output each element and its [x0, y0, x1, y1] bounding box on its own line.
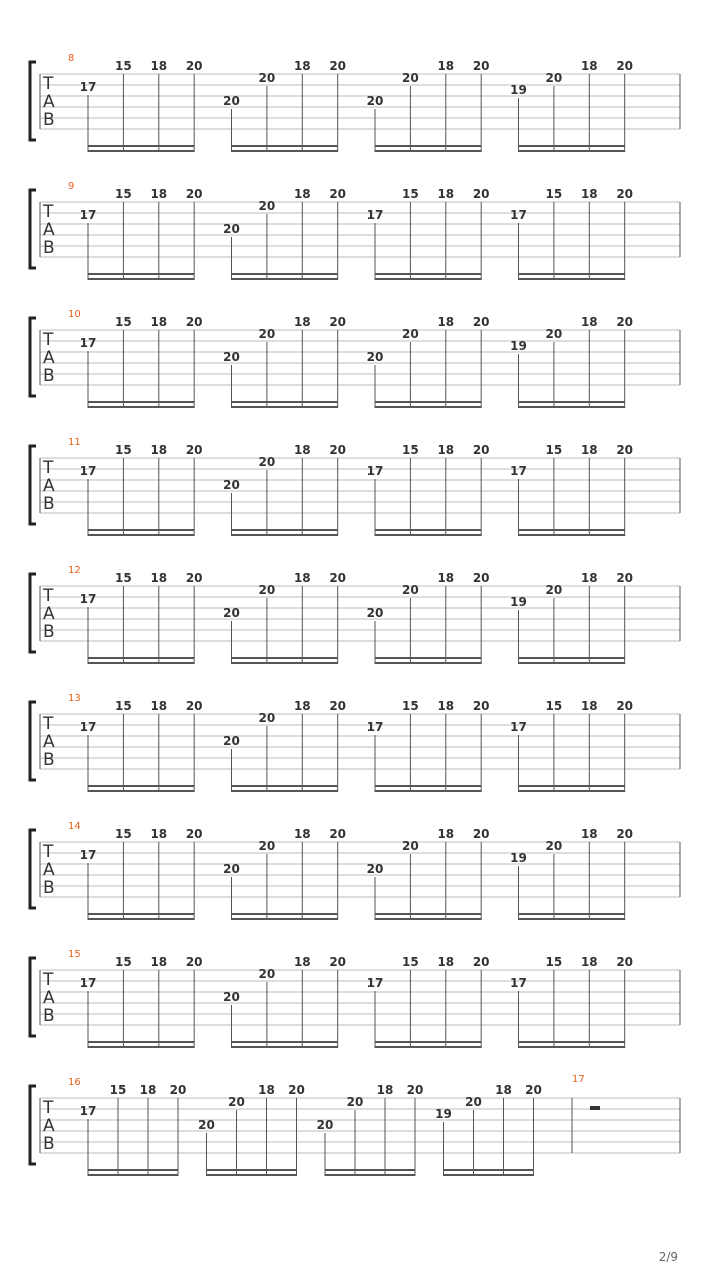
fret-number: 20 — [472, 955, 490, 969]
fret-number: 18 — [437, 955, 455, 969]
tab-clef-letter: A — [43, 1116, 55, 1136]
fret-number: 19 — [510, 83, 527, 97]
measure-number: 10 — [68, 309, 81, 320]
fret-number: 20 — [472, 699, 490, 713]
fret-number: 17 — [79, 208, 97, 222]
tab-system — [30, 181, 680, 280]
fret-number: 20 — [316, 1118, 334, 1132]
system-bracket — [30, 446, 36, 524]
fret-number: 18 — [580, 315, 598, 329]
fret-number: 20 — [616, 827, 634, 841]
tab-clef-letter: T — [43, 1098, 54, 1118]
fret-number: 15 — [402, 443, 419, 457]
fret-number: 20 — [258, 583, 276, 597]
fret-number: 20 — [223, 734, 240, 748]
tab-system — [30, 1074, 680, 1176]
fret-number: 18 — [293, 59, 311, 73]
fret-number: 18 — [580, 827, 598, 841]
fret-number: 18 — [437, 699, 455, 713]
fret-number: 20 — [223, 862, 240, 876]
fret-number: 20 — [366, 350, 384, 364]
fret-number: 18 — [437, 315, 455, 329]
fret-number: 15 — [545, 187, 563, 201]
whole-rest-icon — [590, 1106, 600, 1110]
fret-number: 15 — [109, 1083, 127, 1097]
fret-number: 17 — [79, 464, 97, 478]
fret-number: 20 — [258, 455, 276, 469]
tab-clef-letter: B — [43, 622, 55, 642]
fret-number: 19 — [510, 595, 527, 609]
tab-clef-letter: B — [43, 366, 55, 386]
fret-number: 20 — [472, 827, 490, 841]
fret-number: 20 — [169, 1083, 187, 1097]
tab-clef-letter: T — [43, 970, 54, 990]
fret-number: 20 — [525, 1083, 542, 1097]
fret-number: 20 — [198, 1118, 215, 1132]
fret-number: 20 — [616, 571, 634, 585]
fret-number: 20 — [258, 327, 276, 341]
fret-number: 20 — [223, 350, 240, 364]
tab-system — [30, 53, 680, 152]
fret-number: 20 — [402, 71, 419, 85]
system-bracket — [30, 958, 36, 1036]
fret-number: 18 — [150, 443, 168, 457]
fret-number: 17 — [366, 464, 384, 478]
tab-clef-letter: T — [43, 74, 54, 94]
fret-number: 17 — [366, 208, 384, 222]
fret-number: 15 — [115, 955, 132, 969]
page-number: 2/9 — [658, 1250, 678, 1264]
tab-clef-letter: T — [43, 458, 54, 478]
fret-number: 20 — [258, 839, 276, 853]
fret-number: 15 — [545, 443, 563, 457]
fret-number: 20 — [545, 71, 563, 85]
measure-number: 15 — [68, 949, 81, 960]
tab-clef-letter: A — [43, 220, 55, 240]
fret-number: 18 — [437, 827, 455, 841]
fret-number: 18 — [437, 187, 455, 201]
fret-number: 20 — [616, 443, 634, 457]
fret-number: 18 — [258, 1083, 275, 1097]
tab-system — [30, 949, 680, 1048]
fret-number: 17 — [79, 976, 97, 990]
tab-clef-letter: T — [43, 330, 54, 350]
fret-number: 15 — [115, 827, 132, 841]
measure-number: 14 — [68, 821, 81, 832]
fret-number: 20 — [366, 862, 384, 876]
fret-number: 20 — [329, 443, 347, 457]
tab-system — [30, 309, 680, 408]
fret-number: 19 — [435, 1107, 452, 1121]
fret-number: 18 — [580, 955, 598, 969]
fret-number: 18 — [293, 187, 311, 201]
fret-number: 20 — [616, 315, 634, 329]
fret-number: 20 — [472, 187, 490, 201]
tab-system — [30, 821, 680, 920]
fret-number: 17 — [79, 592, 97, 606]
fret-number: 20 — [258, 199, 276, 213]
system-bracket — [30, 190, 36, 268]
fret-number: 20 — [185, 443, 203, 457]
fret-number: 20 — [223, 94, 240, 108]
measure-number: 11 — [68, 437, 81, 448]
tab-clef-letter: B — [43, 110, 55, 130]
fret-number: 20 — [258, 71, 276, 85]
fret-number: 15 — [402, 699, 419, 713]
fret-number: 18 — [580, 187, 598, 201]
fret-number: 20 — [616, 59, 634, 73]
fret-number: 17 — [79, 80, 97, 94]
tab-clef-letter: B — [43, 878, 55, 898]
fret-number: 17 — [79, 336, 97, 350]
fret-number: 18 — [437, 571, 455, 585]
measure-number: 8 — [68, 53, 75, 64]
fret-number: 15 — [402, 187, 419, 201]
measure-number: 12 — [68, 565, 81, 576]
fret-number: 15 — [115, 443, 132, 457]
tab-clef-letter: B — [43, 494, 55, 514]
fret-number: 18 — [293, 315, 311, 329]
fret-number: 20 — [329, 699, 347, 713]
fret-number: 15 — [545, 955, 563, 969]
fret-number: 20 — [472, 571, 490, 585]
fret-number: 20 — [185, 315, 203, 329]
measure-number: 16 — [68, 1077, 81, 1088]
fret-number: 18 — [580, 59, 598, 73]
fret-number: 20 — [616, 955, 634, 969]
tab-clef-letter: A — [43, 92, 55, 112]
fret-number: 18 — [150, 955, 168, 969]
fret-number: 19 — [510, 339, 527, 353]
tab-system — [30, 693, 680, 792]
fret-number: 18 — [293, 827, 311, 841]
fret-number: 20 — [288, 1083, 305, 1097]
fret-number: 18 — [293, 443, 311, 457]
fret-number: 15 — [402, 955, 419, 969]
system-bracket — [30, 318, 36, 396]
fret-number: 17 — [510, 976, 527, 990]
tab-clef-letter: T — [43, 714, 54, 734]
tab-clef-letter: B — [43, 238, 55, 258]
fret-number: 20 — [465, 1095, 482, 1109]
fret-number: 17 — [510, 720, 527, 734]
fret-number: 20 — [346, 1095, 364, 1109]
fret-number: 20 — [545, 583, 563, 597]
tab-clef-letter: B — [43, 1134, 55, 1154]
fret-number: 20 — [223, 606, 240, 620]
tab-clef-letter: T — [43, 586, 54, 606]
fret-number: 15 — [115, 699, 132, 713]
fret-number: 20 — [366, 606, 384, 620]
fret-number: 20 — [616, 699, 634, 713]
fret-number: 17 — [366, 976, 384, 990]
fret-number: 18 — [150, 187, 168, 201]
fret-number: 20 — [185, 187, 203, 201]
tab-clef-letter: A — [43, 348, 55, 368]
fret-number: 20 — [228, 1095, 245, 1109]
fret-number: 18 — [139, 1083, 157, 1097]
fret-number: 20 — [223, 478, 240, 492]
fret-number: 20 — [329, 187, 347, 201]
fret-number: 18 — [495, 1083, 512, 1097]
fret-number: 20 — [329, 59, 347, 73]
fret-number: 20 — [223, 990, 240, 1004]
fret-number: 19 — [510, 851, 527, 865]
tab-clef-letter: B — [43, 750, 55, 770]
fret-number: 20 — [406, 1083, 424, 1097]
system-bracket — [30, 702, 36, 780]
tab-clef-letter: A — [43, 732, 55, 752]
fret-number: 20 — [366, 94, 384, 108]
fret-number: 20 — [402, 583, 419, 597]
tab-clef-letter: A — [43, 476, 55, 496]
fret-number: 17 — [510, 208, 527, 222]
measure-number: 17 — [572, 1074, 585, 1085]
measure-number: 13 — [68, 693, 81, 704]
fret-number: 20 — [185, 59, 203, 73]
fret-number: 15 — [115, 187, 132, 201]
fret-number: 15 — [115, 59, 132, 73]
fret-number: 18 — [150, 315, 168, 329]
fret-number: 20 — [185, 699, 203, 713]
fret-number: 17 — [79, 848, 97, 862]
fret-number: 20 — [329, 827, 347, 841]
tab-system — [30, 565, 680, 664]
fret-number: 20 — [472, 443, 490, 457]
tab-system — [30, 437, 680, 536]
tab-clef-letter: A — [43, 860, 55, 880]
fret-number: 18 — [580, 443, 598, 457]
system-bracket — [30, 574, 36, 652]
system-bracket — [30, 62, 36, 140]
fret-number: 20 — [223, 222, 240, 236]
fret-number: 18 — [580, 699, 598, 713]
fret-number: 20 — [545, 327, 563, 341]
fret-number: 17 — [79, 720, 97, 734]
fret-number: 18 — [293, 699, 311, 713]
fret-number: 15 — [115, 571, 132, 585]
fret-number: 18 — [293, 955, 311, 969]
tab-clef-letter: T — [43, 842, 54, 862]
fret-number: 20 — [545, 839, 563, 853]
tab-clef-letter: B — [43, 1006, 55, 1026]
system-bracket — [30, 1086, 36, 1164]
fret-number: 18 — [437, 443, 455, 457]
fret-number: 18 — [150, 571, 168, 585]
fret-number: 18 — [150, 699, 168, 713]
fret-number: 20 — [402, 327, 419, 341]
fret-number: 18 — [150, 827, 168, 841]
tab-clef-letter: A — [43, 988, 55, 1008]
fret-number: 18 — [150, 59, 168, 73]
fret-number: 20 — [616, 187, 634, 201]
fret-number: 15 — [115, 315, 132, 329]
fret-number: 20 — [402, 839, 419, 853]
tab-clef-letter: A — [43, 604, 55, 624]
tab-clef-letter: T — [43, 202, 54, 222]
fret-number: 18 — [580, 571, 598, 585]
fret-number: 20 — [185, 571, 203, 585]
fret-number: 17 — [79, 1104, 97, 1118]
fret-number: 20 — [472, 315, 490, 329]
system-bracket — [30, 830, 36, 908]
measure-number: 9 — [68, 181, 75, 192]
fret-number: 15 — [545, 699, 563, 713]
fret-number: 18 — [293, 571, 311, 585]
fret-number: 20 — [329, 315, 347, 329]
fret-number: 20 — [472, 59, 490, 73]
fret-number: 17 — [366, 720, 384, 734]
fret-number: 20 — [185, 955, 203, 969]
fret-number: 17 — [510, 464, 527, 478]
fret-number: 20 — [185, 827, 203, 841]
fret-number: 18 — [376, 1083, 394, 1097]
fret-number: 20 — [258, 967, 276, 981]
fret-number: 20 — [329, 955, 347, 969]
fret-number: 18 — [437, 59, 455, 73]
fret-number: 20 — [329, 571, 347, 585]
fret-number: 20 — [258, 711, 276, 725]
